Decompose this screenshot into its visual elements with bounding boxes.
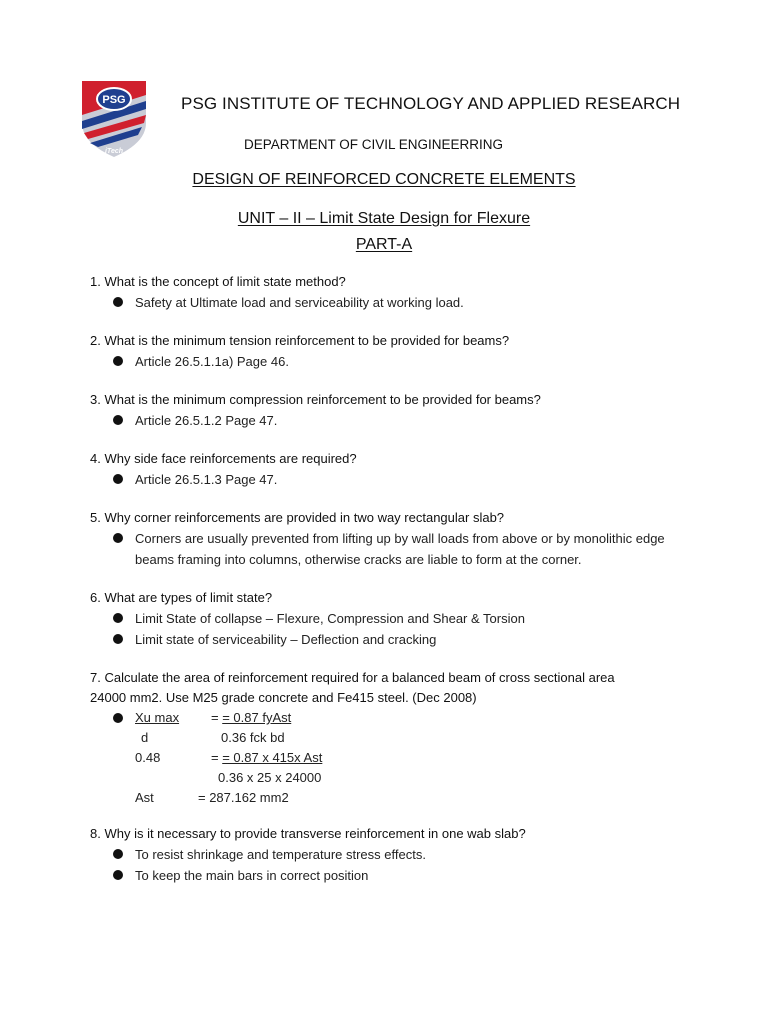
- calc-d: d: [141, 730, 149, 745]
- calc-xu: Xu max: [135, 710, 180, 725]
- calc-eq1-num: = = 0.87 fyAst: [211, 710, 292, 725]
- question-block: [90, 272, 690, 313]
- unit-title: UNIT – II – Limit State Design for Flexure: [237, 210, 531, 227]
- calc-ast-value: = 287.162 mm2: [198, 790, 289, 805]
- department-name: DEPARTMENT OF CIVIL ENGINEERRING: [244, 137, 504, 152]
- answer-item: [90, 844, 690, 865]
- question-block: [90, 588, 690, 650]
- answer-item: [90, 469, 690, 490]
- calc-eq1-num-text: = 0.87 fyAst: [222, 710, 292, 725]
- bullet-icon: [113, 297, 123, 307]
- answer-text: Safety at Ultimate load and serviceability at working load.: [135, 295, 464, 310]
- answer-item: [90, 629, 690, 650]
- answer-text: Limit State of collapse – Flexure, Compression and Shear & Torsion: [135, 611, 525, 626]
- calc-048: 0.48: [135, 750, 161, 765]
- question-text: 7. Calculate the area of reinforcement required for a balanced beam of cross sectional area: [90, 670, 615, 685]
- answer-item: [90, 865, 690, 886]
- question-text: 2. What is the minimum tension reinforcement to be provided for beams?: [90, 333, 510, 348]
- bullet-icon: [113, 849, 123, 859]
- calc-ast: Ast: [135, 790, 154, 805]
- subject-title: DESIGN OF REINFORCED CONCRETE ELEMENTS: [192, 171, 576, 188]
- bullet-icon: [113, 474, 123, 484]
- calculation: [90, 708, 690, 805]
- bullet-icon: [113, 870, 123, 880]
- question-text: 1. What is the concept of limit state method?: [90, 274, 346, 289]
- calc-eq2-num-text: = 0.87 x 415x Ast: [222, 750, 323, 765]
- bullet-icon: [113, 713, 123, 723]
- answer-item: [90, 292, 690, 313]
- answer-text: Corners are usually prevented from lifting up by wall loads from above or by monolithic edge beams framing into columns, otherwise cracks are liable to form at the corner.: [135, 531, 665, 567]
- question-text-continued: 24000 mm2. Use M25 grade concrete and Fe415 steel. (Dec 2008): [90, 690, 477, 705]
- calc-eq2-num: = = 0.87 x 415x Ast: [211, 750, 323, 765]
- logo-bottom-text: iTech: [104, 148, 124, 155]
- question-list: [90, 272, 690, 904]
- answer-item: [90, 608, 690, 629]
- part-title: PART-A: [355, 236, 413, 253]
- answer-item: [90, 528, 690, 570]
- bullet-icon: [113, 613, 123, 623]
- answer-text: Article 26.5.1.3 Page 47.: [135, 472, 278, 487]
- answer-item: [90, 351, 690, 372]
- bullet-icon: [113, 634, 123, 644]
- answer-text: Article 26.5.1.1a) Page 46.: [135, 354, 289, 369]
- bullet-icon: [113, 415, 123, 425]
- answer-text: To resist shrinkage and temperature stress effects.: [135, 847, 426, 862]
- question-block: [90, 390, 690, 431]
- question-block: [90, 331, 690, 372]
- answer-text: To keep the main bars in correct position: [135, 868, 369, 883]
- question-block: [90, 449, 690, 490]
- question-text: 6. What are types of limit state?: [90, 590, 273, 605]
- calc-eq1-den: 0.36 fck bd: [221, 730, 285, 745]
- institute-name: PSG INSTITUTE OF TECHNOLOGY AND APPLIED RESEARCH: [181, 94, 681, 113]
- bullet-icon: [113, 533, 123, 543]
- psg-logo: [80, 77, 148, 159]
- question-block: [90, 668, 690, 805]
- question-text: 3. What is the minimum compression reinforcement to be provided for beams?: [90, 392, 541, 407]
- question-text: 4. Why side face reinforcements are required?: [90, 451, 357, 466]
- question-block: [90, 824, 690, 886]
- calc-eq2-den: 0.36 x 25 x 24000: [218, 770, 322, 785]
- answer-text: Limit state of serviceability – Deflection and cracking: [135, 632, 437, 647]
- question-text: 5. Why corner reinforcements are provided in two way rectangular slab?: [90, 510, 505, 525]
- answer-item: [90, 410, 690, 431]
- question-text: 8. Why is it necessary to provide transverse reinforcement in one wab slab?: [90, 826, 526, 841]
- question-block: [90, 508, 690, 570]
- bullet-icon: [113, 356, 123, 366]
- answer-text: Article 26.5.1.2 Page 47.: [135, 413, 278, 428]
- logo-top-text: PSG: [102, 94, 126, 106]
